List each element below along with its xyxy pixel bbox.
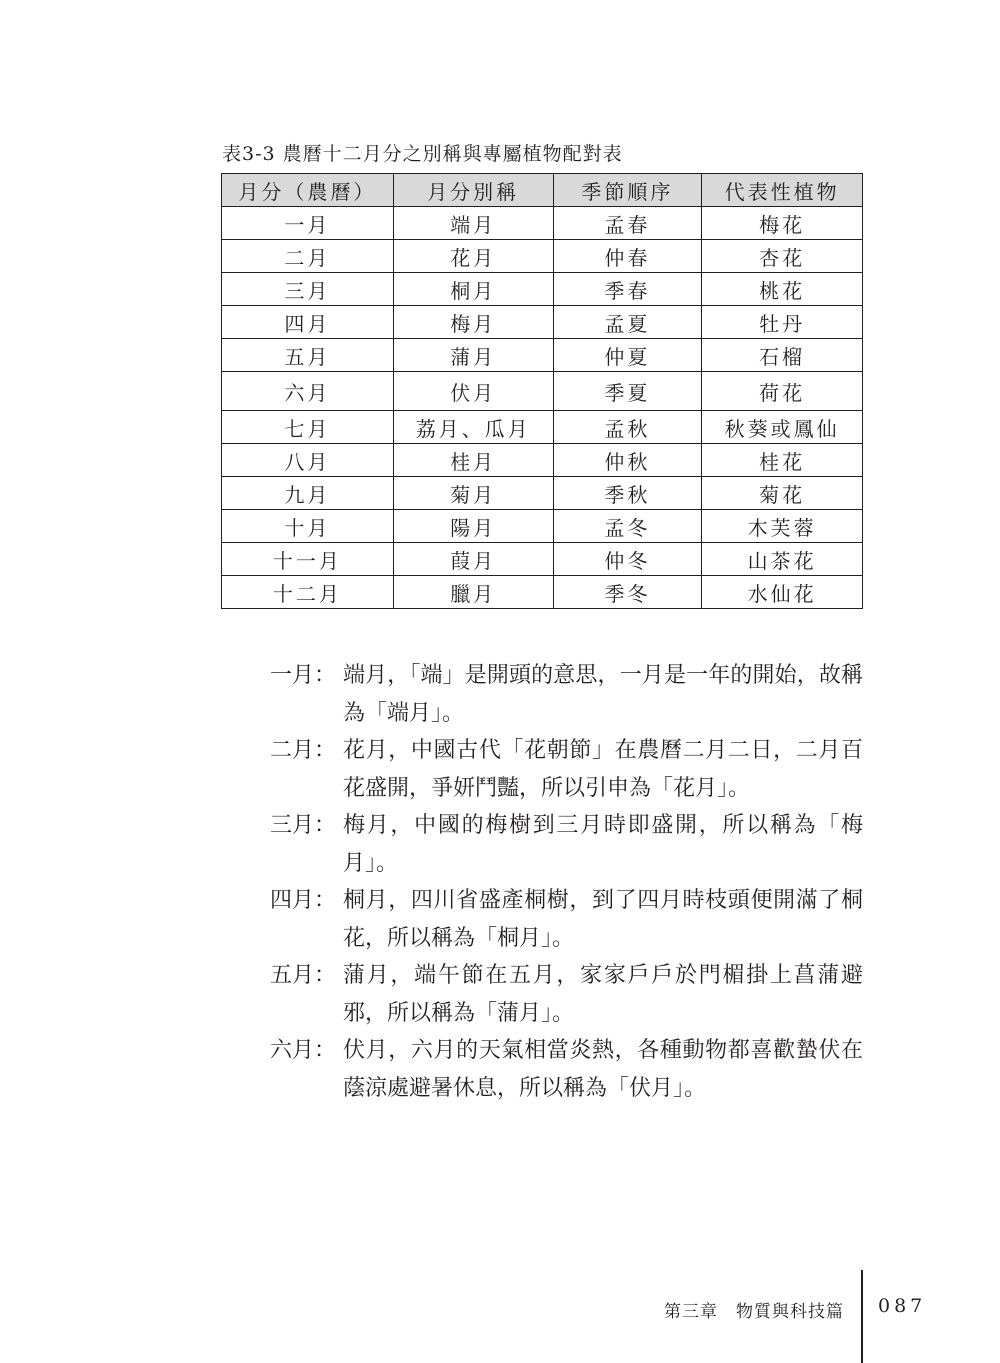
table-header-row (222, 174, 863, 207)
month-cell: 一月 (222, 207, 394, 240)
season-cell: 季秋 (553, 477, 702, 510)
explanation-item (270, 807, 870, 882)
alias-cell: 桐月 (393, 273, 553, 306)
plant-cell: 木芙蓉 (702, 510, 863, 543)
plant-cell: 石榴 (702, 339, 863, 372)
alias-cell: 花月 (393, 240, 553, 273)
table-row (222, 510, 863, 543)
footer-divider (861, 1270, 863, 1363)
explanation-text: 桐月，四川省盛產桐樹，到了四月時枝頭便開滿了桐花，所以稱為「桐月」。 (343, 888, 863, 951)
plant-cell: 水仙花 (702, 576, 863, 609)
running-footer-section: 第三章 物質與科技篇 (664, 1302, 844, 1322)
plant-cell: 桃花 (702, 273, 863, 306)
month-cell: 二月 (222, 240, 394, 273)
column-header-plant: 代表性植物 (702, 174, 863, 207)
season-cell: 季夏 (553, 372, 702, 411)
table-row (222, 444, 863, 477)
plant-cell: 桂花 (702, 444, 863, 477)
table-row (222, 477, 863, 510)
month-cell: 三月 (222, 273, 394, 306)
column-header-alias: 月分別稱 (393, 174, 553, 207)
table-row (222, 543, 863, 576)
alias-cell: 菊月 (393, 477, 553, 510)
explanation-text: 蒲月，端午節在五月，家家戶戶於門楣掛上菖蒲避邪，所以稱為「蒲月」。 (343, 963, 863, 1026)
alias-cell: 梅月 (393, 306, 553, 339)
season-cell: 孟夏 (553, 306, 702, 339)
month-cell: 十二月 (222, 576, 394, 609)
table-row (222, 273, 863, 306)
table-row (222, 207, 863, 240)
alias-cell: 臘月 (393, 576, 553, 609)
season-cell: 孟冬 (553, 510, 702, 543)
plant-cell: 牡丹 (702, 306, 863, 339)
month-cell: 六月 (222, 372, 394, 411)
explanation-item (270, 1032, 870, 1107)
alias-cell: 葭月 (393, 543, 553, 576)
month-names-table (221, 173, 863, 609)
plant-cell: 荷花 (702, 372, 863, 411)
season-cell: 孟秋 (553, 411, 702, 444)
explanation-label: 一月： (270, 663, 337, 688)
season-cell: 季春 (553, 273, 702, 306)
alias-cell: 蒲月 (393, 339, 553, 372)
season-cell: 仲夏 (553, 339, 702, 372)
explanation-label: 五月： (270, 963, 337, 988)
alias-cell: 荔月、瓜月 (393, 411, 553, 444)
season-cell: 孟春 (553, 207, 702, 240)
table-row (222, 372, 863, 411)
table-row (222, 576, 863, 609)
table-row (222, 306, 863, 339)
alias-cell: 伏月 (393, 372, 553, 411)
plant-cell: 秋葵或鳳仙 (702, 411, 863, 444)
month-cell: 五月 (222, 339, 394, 372)
explanation-label: 六月： (270, 1038, 337, 1063)
season-cell: 季冬 (553, 576, 702, 609)
explanation-text: 花月，中國古代「花朝節」在農曆二月二日，二月百花盛開，爭妍鬥豔，所以引申為「花月」。 (343, 738, 863, 801)
column-header-season: 季節順序 (553, 174, 702, 207)
season-cell: 仲秋 (553, 444, 702, 477)
table-row (222, 339, 863, 372)
alias-cell: 陽月 (393, 510, 553, 543)
table-caption: 表3-3 農曆十二月分之別稱與專屬植物配對表 (222, 143, 623, 165)
column-header-month: 月分（農曆） (222, 174, 394, 207)
month-cell: 十月 (222, 510, 394, 543)
plant-cell: 山茶花 (702, 543, 863, 576)
explanation-text: 梅月，中國的梅樹到三月時即盛開，所以稱為「梅月」。 (343, 813, 863, 876)
plant-cell: 杏花 (702, 240, 863, 273)
plant-cell: 梅花 (702, 207, 863, 240)
month-cell: 七月 (222, 411, 394, 444)
explanation-text: 端月，「端」是開頭的意思，一月是一年的開始，故稱為「端月」。 (343, 663, 863, 726)
explanation-label: 二月： (270, 738, 337, 763)
table-row (222, 240, 863, 273)
explanation-label: 三月： (270, 813, 337, 838)
explanation-item (270, 882, 870, 957)
season-cell: 仲春 (553, 240, 702, 273)
explanation-item (270, 732, 870, 807)
explanation-item (270, 957, 870, 1032)
alias-cell: 桂月 (393, 444, 553, 477)
month-cell: 八月 (222, 444, 394, 477)
month-cell: 九月 (222, 477, 394, 510)
explanation-item (270, 657, 870, 732)
alias-cell: 端月 (393, 207, 553, 240)
month-cell: 十一月 (222, 543, 394, 576)
season-cell: 仲冬 (553, 543, 702, 576)
month-explanations (270, 657, 870, 1107)
page-number: 087 (878, 1295, 927, 1317)
month-cell: 四月 (222, 306, 394, 339)
plant-cell: 菊花 (702, 477, 863, 510)
table-row (222, 411, 863, 444)
explanation-text: 伏月，六月的天氣相當炎熱，各種動物都喜歡蟄伏在蔭涼處避暑休息，所以稱為「伏月」。 (343, 1038, 863, 1101)
explanation-label: 四月： (270, 888, 337, 913)
